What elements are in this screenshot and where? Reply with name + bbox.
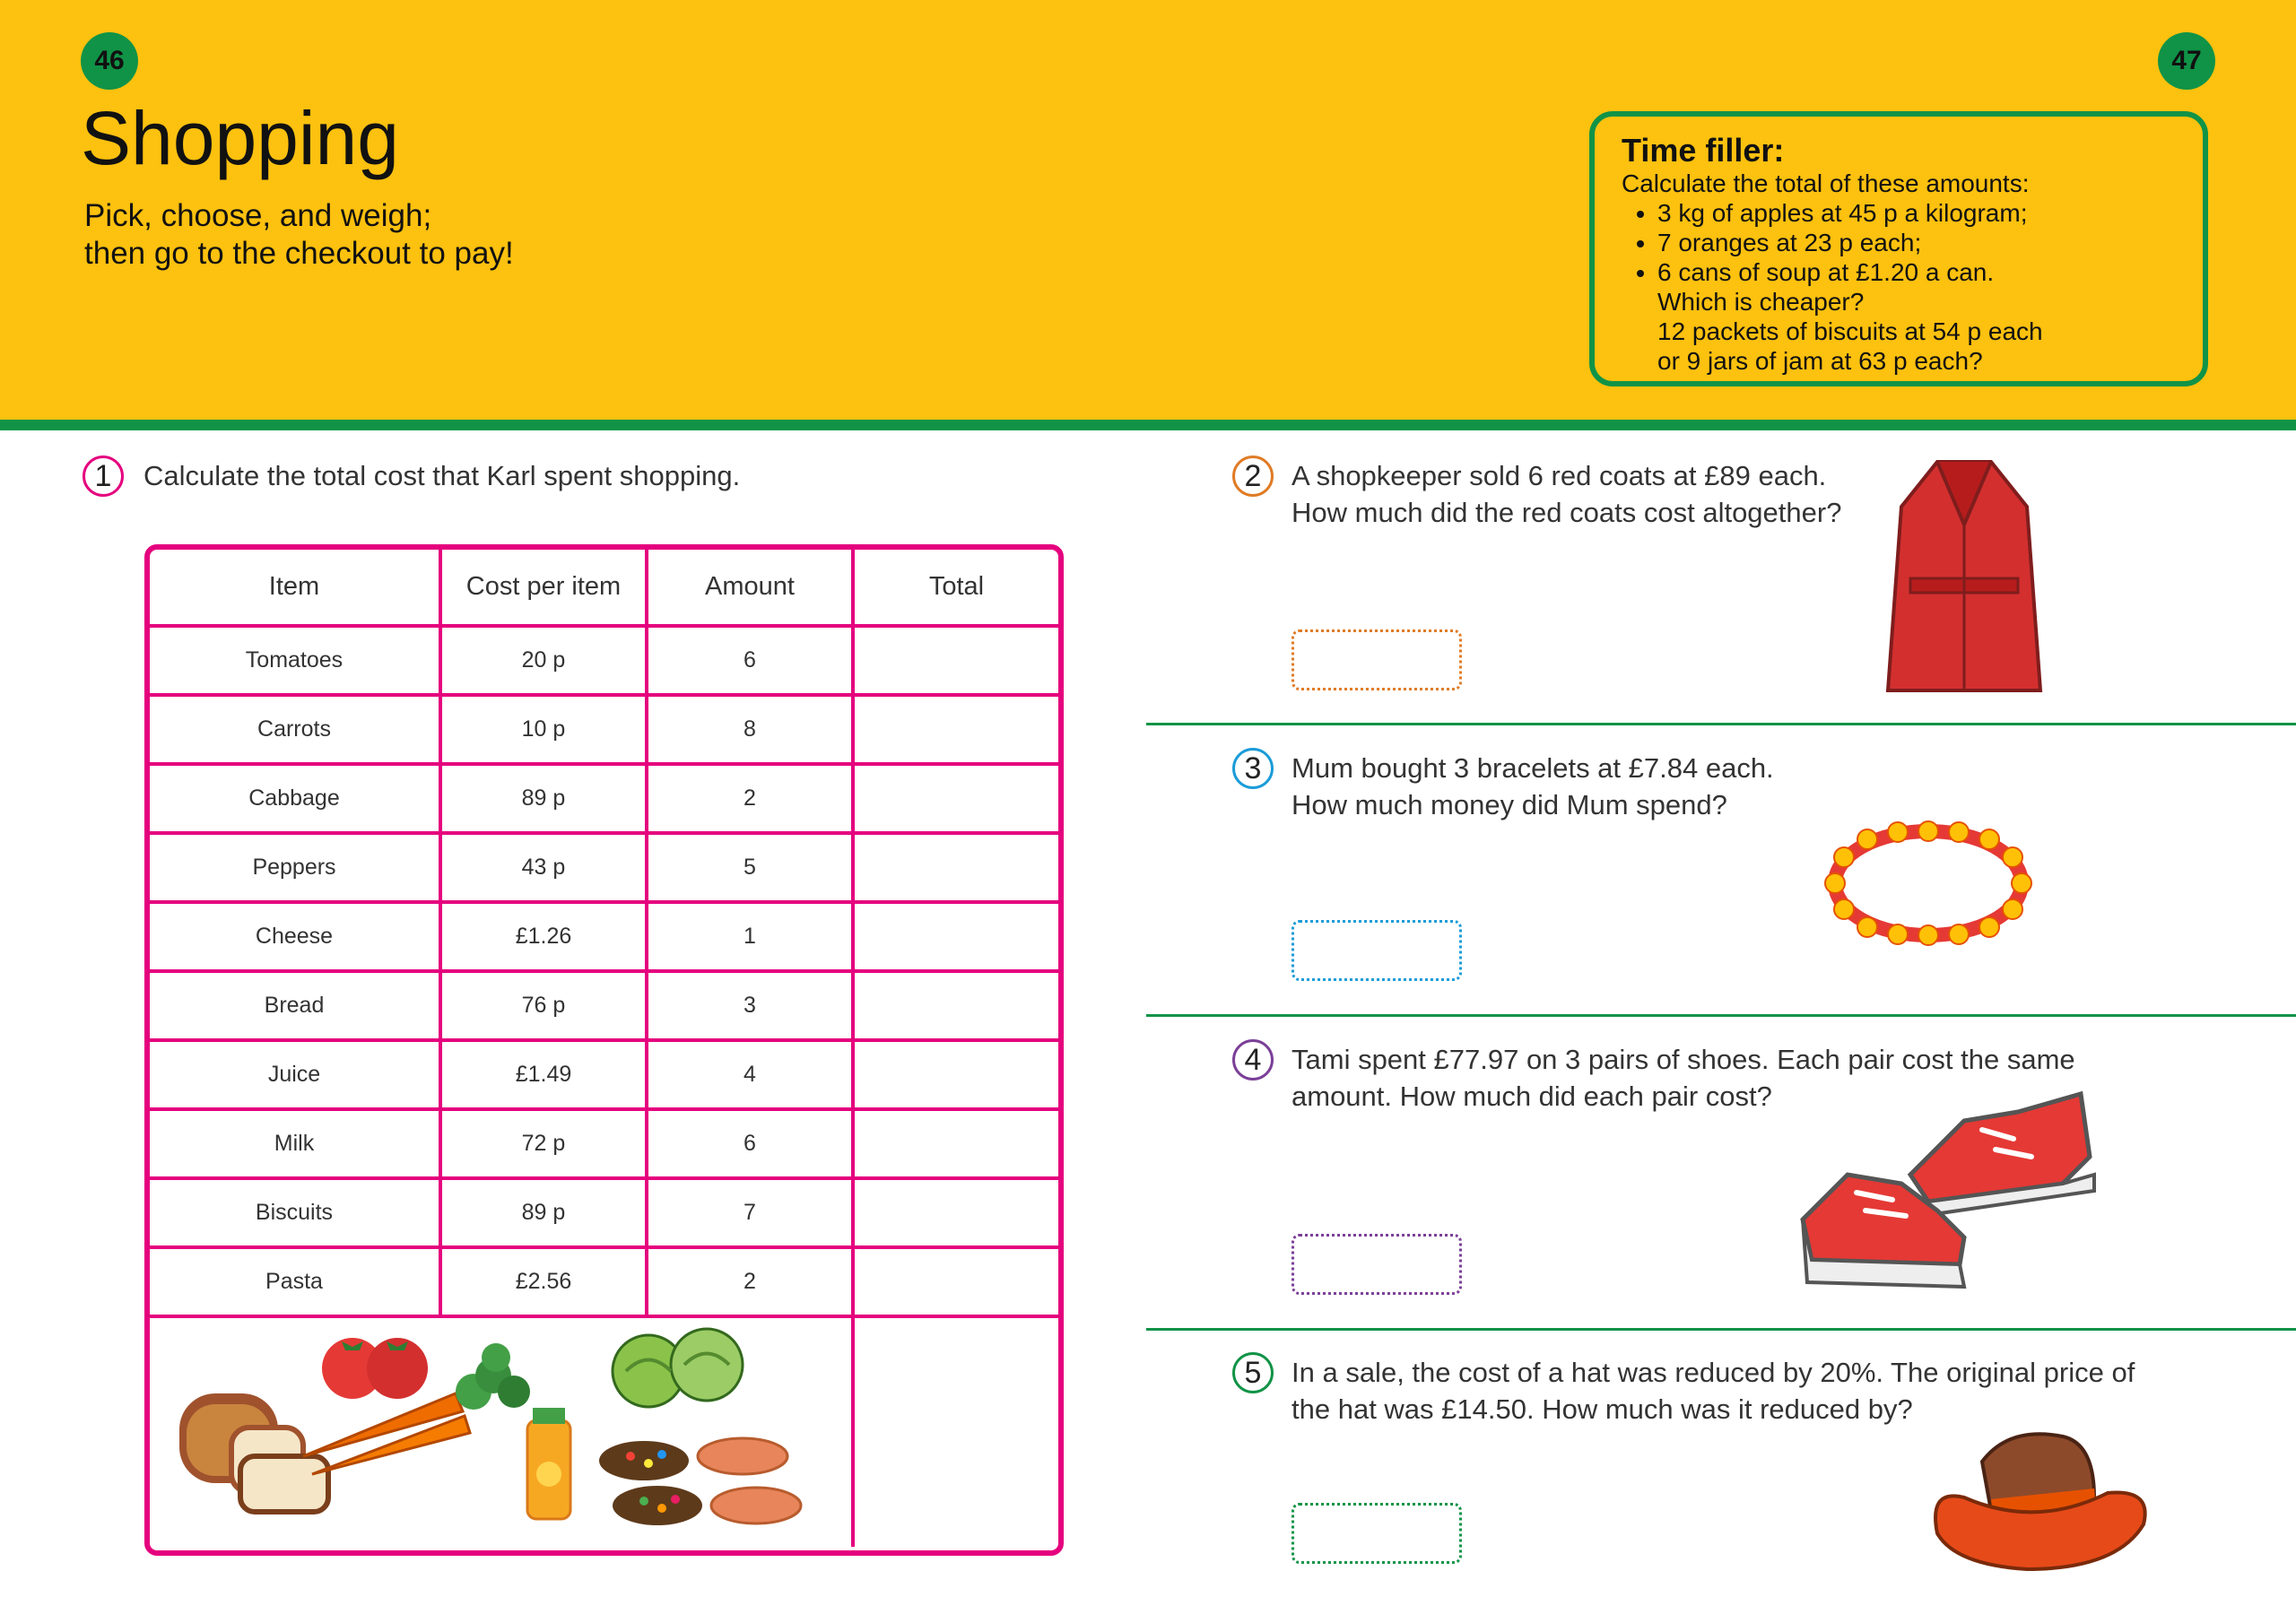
time-filler-line: or 9 jars of jam at 63 p each? bbox=[1657, 347, 1983, 375]
subtitle bbox=[84, 197, 514, 273]
time-filler-intro: Calculate the total of these amounts: bbox=[1622, 169, 2030, 197]
section-divider bbox=[1146, 723, 2296, 725]
question-3-answer-box[interactable] bbox=[1292, 920, 1462, 981]
table-row bbox=[150, 1109, 1058, 1178]
table-row bbox=[150, 971, 1058, 1040]
amount-cell: 1 bbox=[647, 902, 853, 971]
item-cell: Pasta bbox=[150, 1247, 440, 1316]
table-row bbox=[150, 833, 1058, 902]
page-number-right: 47 bbox=[2158, 32, 2215, 90]
table-row bbox=[150, 1040, 1058, 1109]
cost-cell: £1.49 bbox=[440, 1040, 647, 1109]
item-cell: Bread bbox=[150, 971, 440, 1040]
item-cell: Peppers bbox=[150, 833, 440, 902]
page-title: Shopping bbox=[81, 96, 399, 180]
question-5-text bbox=[1292, 1354, 2135, 1428]
item-cell: Juice bbox=[150, 1040, 440, 1109]
time-filler-line: Which is cheaper? bbox=[1657, 288, 1865, 316]
section-divider bbox=[1146, 1014, 2296, 1017]
table-header-row bbox=[150, 550, 1058, 626]
header-cost: Cost per item bbox=[440, 550, 647, 626]
table-picture-row bbox=[150, 1316, 1058, 1547]
header-amount: Amount bbox=[647, 550, 853, 626]
question-5-number: 5 bbox=[1232, 1352, 1274, 1393]
table-row bbox=[150, 1247, 1058, 1316]
time-filler-item: • 6 cans of soup at £1.20 a can. bbox=[1657, 257, 2176, 287]
amount-cell: 6 bbox=[647, 626, 853, 695]
question-4-number: 4 bbox=[1232, 1039, 1274, 1081]
amount-cell: 3 bbox=[647, 971, 853, 1040]
total-cell[interactable] bbox=[853, 833, 1058, 902]
time-filler-item: • 7 oranges at 23 p each; bbox=[1657, 228, 2176, 257]
amount-cell: 2 bbox=[647, 1247, 853, 1316]
amount-cell: 2 bbox=[647, 764, 853, 833]
cowboy-hat-icon bbox=[1928, 1426, 2152, 1578]
table-row bbox=[150, 695, 1058, 764]
total-cell[interactable] bbox=[853, 1178, 1058, 1247]
cost-cell: 89 p bbox=[440, 764, 647, 833]
cost-cell: 43 p bbox=[440, 833, 647, 902]
subtitle-line-1: Pick, choose, and weigh; bbox=[84, 198, 432, 233]
page-number-left: 46 bbox=[81, 32, 138, 90]
total-cell[interactable] bbox=[853, 1040, 1058, 1109]
time-filler-line: 12 packets of biscuits at 54 p each bbox=[1657, 317, 2043, 345]
shopping-table bbox=[150, 550, 1058, 1547]
question-5-line: In a sale, the cost of a hat was reduced by 20%. The original price of bbox=[1292, 1357, 2135, 1388]
sneakers-icon bbox=[1794, 1085, 2099, 1300]
cost-cell: £1.26 bbox=[440, 902, 647, 971]
question-1-text bbox=[144, 457, 740, 494]
question-4-line: Tami spent £77.97 on 3 pairs of shoes. Each pair cost the same bbox=[1292, 1044, 2075, 1075]
header-total: Total bbox=[853, 550, 1058, 626]
biscuits-icon bbox=[599, 1438, 801, 1525]
question-1-number: 1 bbox=[83, 456, 124, 497]
amount-cell: 5 bbox=[647, 833, 853, 902]
table-row bbox=[150, 764, 1058, 833]
question-4-line: amount. How much did each pair cost? bbox=[1292, 1081, 1772, 1112]
total-cell[interactable] bbox=[853, 1247, 1058, 1316]
section-divider bbox=[1146, 1328, 2296, 1331]
question-3-line: Mum bought 3 bracelets at £7.84 each. bbox=[1292, 752, 1774, 784]
red-coat-icon bbox=[1883, 453, 2045, 704]
total-cell[interactable] bbox=[853, 764, 1058, 833]
total-cell[interactable] bbox=[853, 971, 1058, 1040]
item-cell: Carrots bbox=[150, 695, 440, 764]
cost-cell: 89 p bbox=[440, 1178, 647, 1247]
shopping-table-frame bbox=[144, 544, 1064, 1556]
total-cell[interactable] bbox=[853, 626, 1058, 695]
header-item: Item bbox=[150, 550, 440, 626]
item-cell: Tomatoes bbox=[150, 626, 440, 695]
question-2-text bbox=[1292, 457, 1841, 531]
amount-cell: 8 bbox=[647, 695, 853, 764]
question-3-text bbox=[1292, 750, 1774, 823]
groceries-illustration bbox=[160, 1322, 841, 1537]
item-cell: Cabbage bbox=[150, 764, 440, 833]
total-cell[interactable] bbox=[853, 1109, 1058, 1178]
bracelet-icon bbox=[1821, 816, 2036, 950]
question-4-answer-box[interactable] bbox=[1292, 1234, 1462, 1295]
cabbage-icon bbox=[613, 1329, 743, 1407]
amount-cell: 7 bbox=[647, 1178, 853, 1247]
cost-cell: £2.56 bbox=[440, 1247, 647, 1316]
question-2-line: A shopkeeper sold 6 red coats at £89 each. bbox=[1292, 460, 1827, 491]
table-row bbox=[150, 1178, 1058, 1247]
time-filler-item: • 3 kg of apples at 45 p a kilogram; bbox=[1657, 198, 2176, 228]
time-filler-box bbox=[1589, 111, 2208, 386]
cost-cell: 10 p bbox=[440, 695, 647, 764]
grand-total-cell[interactable] bbox=[853, 1316, 1058, 1547]
groceries-illustration-cell bbox=[150, 1316, 853, 1547]
question-3-line: How much money did Mum spend? bbox=[1292, 789, 1727, 820]
time-filler-list bbox=[1622, 198, 2176, 287]
amount-cell: 6 bbox=[647, 1109, 853, 1178]
question-3-number: 3 bbox=[1232, 748, 1274, 789]
subtitle-line-2: then go to the checkout to pay! bbox=[84, 236, 514, 271]
tomatoes-icon bbox=[322, 1338, 428, 1399]
question-2-answer-box[interactable] bbox=[1292, 629, 1462, 690]
cost-cell: 76 p bbox=[440, 971, 647, 1040]
time-filler-heading: Time filler: bbox=[1622, 132, 1785, 169]
table-row bbox=[150, 902, 1058, 971]
item-cell: Biscuits bbox=[150, 1178, 440, 1247]
question-2-line: How much did the red coats cost altogether? bbox=[1292, 497, 1842, 528]
cost-cell: 20 p bbox=[440, 626, 647, 695]
bread-icon bbox=[179, 1393, 328, 1512]
item-cell: Milk bbox=[150, 1109, 440, 1178]
cost-cell: 72 p bbox=[440, 1109, 647, 1178]
table-row bbox=[150, 626, 1058, 695]
total-cell[interactable] bbox=[853, 902, 1058, 971]
juice-icon bbox=[527, 1408, 570, 1519]
question-5-line: the hat was £14.50. How much was it reduced by? bbox=[1292, 1393, 1913, 1425]
question-1-line: Calculate the total cost that Karl spent shopping. bbox=[144, 460, 741, 491]
total-cell[interactable] bbox=[853, 695, 1058, 764]
amount-cell: 4 bbox=[647, 1040, 853, 1109]
item-cell: Cheese bbox=[150, 902, 440, 971]
header-divider bbox=[0, 420, 2296, 430]
question-2-number: 2 bbox=[1232, 456, 1274, 497]
question-5-answer-box[interactable] bbox=[1292, 1503, 1462, 1564]
